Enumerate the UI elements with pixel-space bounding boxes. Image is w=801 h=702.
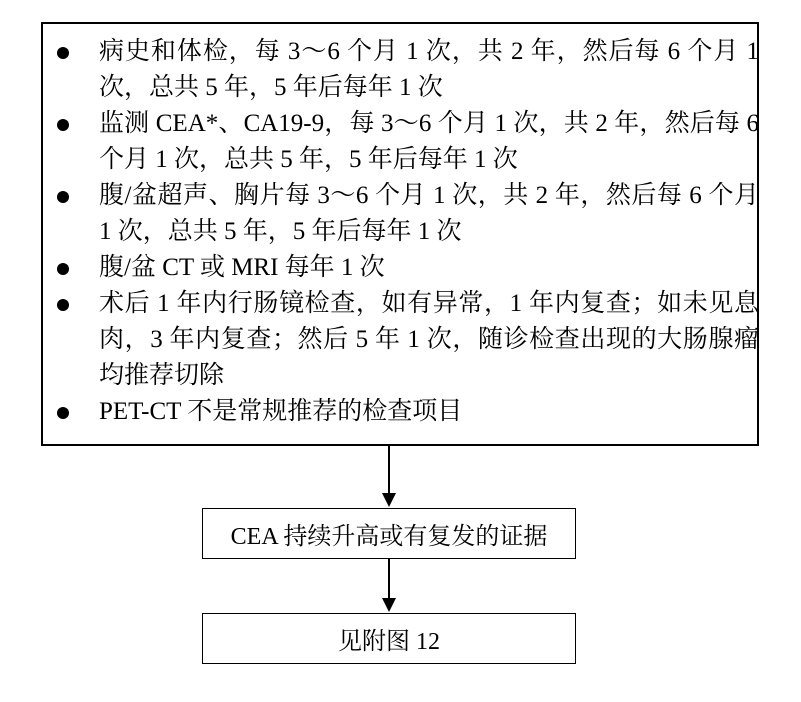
arrow-head-2	[382, 598, 396, 612]
see-figure-box	[202, 613, 576, 664]
see-figure-label: 见附图 12	[338, 629, 440, 655]
followup-item-text: 腹/盆超声、胸片每 3～6 个月 1 次，共 2 年，然后每 6 个月 1 次，总共 5 年，5 年后每年 1 次	[99, 182, 759, 245]
followup-item-text: 术后 1 年内行肠镜检查，如有异常，1 年内复查；如未见息肉，3 年内复查；然后 5 年 1 次，随诊检查出现的大肠腺瘤均推荐切除	[99, 290, 759, 389]
followup-item-text: PET-CT 不是常规推荐的检查项目	[99, 398, 463, 425]
followup-item-text: 腹/盆 CT 或 MRI 每年 1 次	[99, 254, 385, 281]
cea-rise-label: CEA 持续升高或有复发的证据	[230, 524, 548, 550]
followup-item-text: 病史和体检，每 3～6 个月 1 次，共 2 年，然后每 6 个月 1 次，总共 5 年，5 年后每年 1 次	[99, 38, 759, 101]
followup-item-text: 监测 CEA*、CA19-9，每 3～6 个月 1 次，共 2 年，然后每 6 个月 1 次，总共 5 年，5 年后每年 1 次	[99, 110, 759, 173]
cea-rise-box	[202, 508, 576, 559]
arrow-head-1	[382, 493, 396, 507]
